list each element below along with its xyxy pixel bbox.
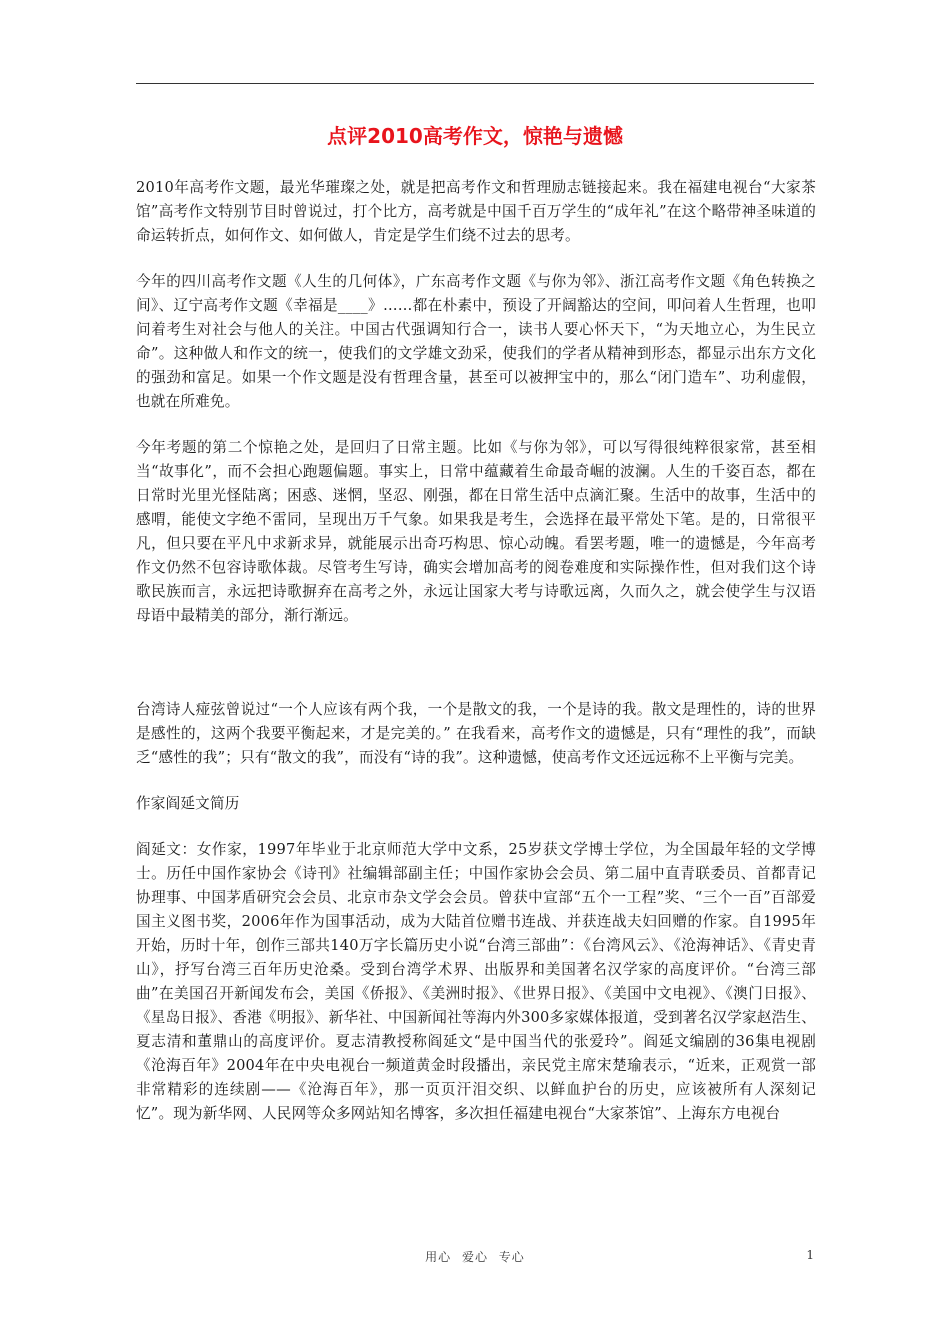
paragraph-topics: 今年的四川高考作文题《人生的几何体》，广东高考作文题《与你为邻》、浙江高考作文题《角色转换之间》、辽宁高考作文题《幸福是____》……都在朴素中，预设了开阔豁达的空间，叩问着人生哲理，也叩问着考生对社会与他人的关注。中国古代强调知行合一，读书人要心怀天下，“为天地立心，为生民立命”。这种做人和作文的统一，使我们的文学雄文劲采，使我们的学者从精神到形态，都显示出东方文化的强劲和富足。如果一个作文题是没有哲理含量，甚至可以被押宝中的，那么“闭门造车”、功利虚假，也就在所难免。: [136, 273, 816, 410]
paragraph-poet-quote: 台湾诗人痖弦曾说过“一个人应该有两个我，一个是散文的我，一个是诗的我。散文是理性的，诗的世界是感性的，这两个我要平衡起来，才是完美的。” 在我看来，高考作文的遗憾是，只有“理性的我”，而缺乏“感性的我”；只有“散文的我”，而没有“诗的我”。这种遗憾，使高考作文还远远称不上平衡与完美。: [136, 701, 816, 766]
paragraph-bio: 阎延文：女作家，1997年毕业于北京师范大学中文系，25岁获文学博士学位，为全国最年轻的文学博士。历任中国作家协会《诗刊》社编辑部副主任；中国作家协会会员、第二届中直青联委员、首都青记协理事、中国茅盾研究会会员、北京市杂文学会会员。曾获中宣部“五个一工程”奖、“三个一百”百部爱国主义图书奖，2006年作为国事活动，成为大陆首位赠书连战、并获连战夫妇回赠的作家。自1995年开始，历时十年，创作三部共140万字长篇历史小说“台湾三部曲”：《台湾风云》、《沧海神话》、《青史青山》，抒写台湾三百年历史沧桑。受到台湾学术界、出版界和美国著名汉学家的高度评价。“台湾三部曲”在美国召开新闻发布会，美国《侨报》、《美洲时报》、《世界日报》、《美国中文电视》、《澳门日报》、《星岛日报》、香港《明报》、新华社、中国新闻社等海内外300多家媒体报道，受到著名汉学家赵浩生、夏志清和董鼎山的高度评价。夏志清教授称阎延文“是中国当代的张爱玲”。阎延文编剧的36集电视剧《沧海百年》2004年在中央电视台一频道黄金时段播出，亲民党主席宋楚瑜表示，“近来，正观赏一部非常精彩的连续剧——《沧海百年》，那一页页汗泪交织、以鲜血护台的历史，应该被所有人深刻记忆”。现为新华网、人民网等众多网站知名博客，多次担任福建电视台“大家茶馆”、上海东方电视台: [136, 841, 816, 1122]
footer-slogan: 用心 爱心 专心: [425, 1250, 525, 1264]
paragraph-intro: 2010年高考作文题，最光华璀璨之处，就是把高考作文和哲理励志链接起来。我在福建电视台“大家茶馆”高考作文特别节目时曾说过，打个比方，高考就是中国千百万学生的“成年礼”在这个略带神圣味道的命运转折点，如何作文、如何做人，肯定是学生们绕不过去的思考。: [136, 179, 816, 244]
document-body: [136, 176, 816, 1126]
section-heading-bio: 作家阎延文简历: [136, 795, 240, 812]
header-rule: [136, 83, 814, 84]
page-title: 点评2010高考作文，惊艳与遗憾: [327, 124, 623, 148]
paragraph-daily-theme: 今年考题的第二个惊艳之处，是回归了日常主题。比如《与你为邻》，可以写得很纯粹很家常，甚至相当“故事化”，而不会担心跑题偏题。事实上，日常中蕴藏着生命最奇崛的波澜。人生的千姿百态，都在日常时光里光怪陆离；困惑、迷惘，坚忍、刚强，都在日常生活中点滴汇聚。生活中的故事，生活中的感喟，能使文字绝不雷同，呈现出万千气象。如果我是考生，会选择在最平常处下笔。是的，日常很平凡，但只要在平凡中求新求异，就能展示出奇巧构思、惊心动魄。看罢考题，唯一的遗憾是，今年高考作文仍然不包容诗歌体裁。尽管考生写诗，确实会增加高考的阅卷难度和实际操作性，但对我们这个诗歌民族而言，永远把诗歌摒弃在高考之外，永远让国家大考与诗歌远离，久而久之，就会使学生与汉语母语中最精美的部分，渐行渐远。: [136, 439, 816, 624]
page-number: 1: [806, 1248, 814, 1262]
